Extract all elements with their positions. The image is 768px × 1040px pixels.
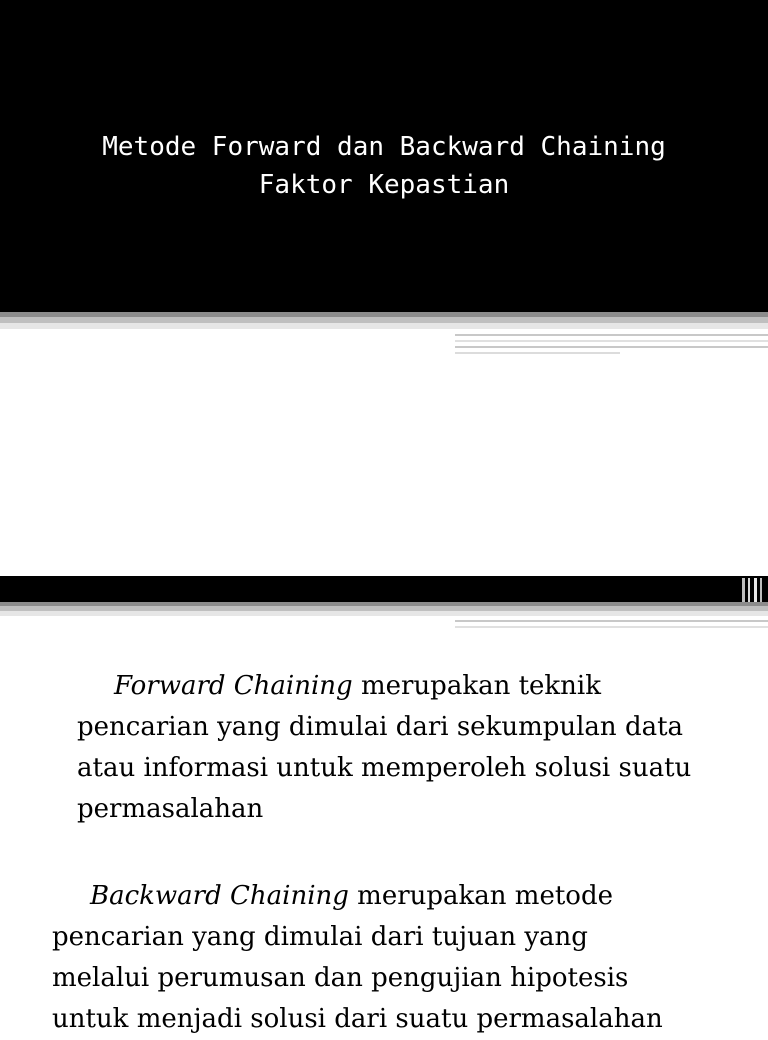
paragraph-backward-line-2: pencarian yang dimulai dari tujuan yang — [52, 922, 588, 952]
term-backward-chaining: Backward Chaining — [90, 881, 349, 911]
paragraph-backward-line-1 — [90, 876, 613, 917]
title-line-1: Metode Forward dan Backward Chaining — [102, 132, 666, 162]
title-line-2: Faktor Kepastian — [258, 170, 510, 200]
slide1-title — [0, 128, 768, 204]
paragraph-forward-line-4: permasalahan — [77, 794, 264, 824]
paragraph-forward-text-1: merupakan teknik — [352, 671, 601, 701]
term-forward-chaining: Forward Chaining — [114, 671, 353, 701]
paragraph-forward-line-1 — [114, 666, 601, 707]
paragraph-forward-line-2: pencarian yang dimulai dari sekumpulan data — [77, 712, 684, 742]
paragraph-backward-line-4: untuk menjadi solusi dari suatu permasalahan — [52, 1004, 663, 1034]
paragraph-backward-line-3: melalui perumusan dan pengujian hipotesis — [52, 963, 629, 993]
paragraph-forward-line-3: atau informasi untuk memperoleh solusi suatu — [77, 753, 692, 783]
slide2-header — [0, 576, 768, 602]
paragraph-backward-text-1: merupakan metode — [348, 881, 613, 911]
